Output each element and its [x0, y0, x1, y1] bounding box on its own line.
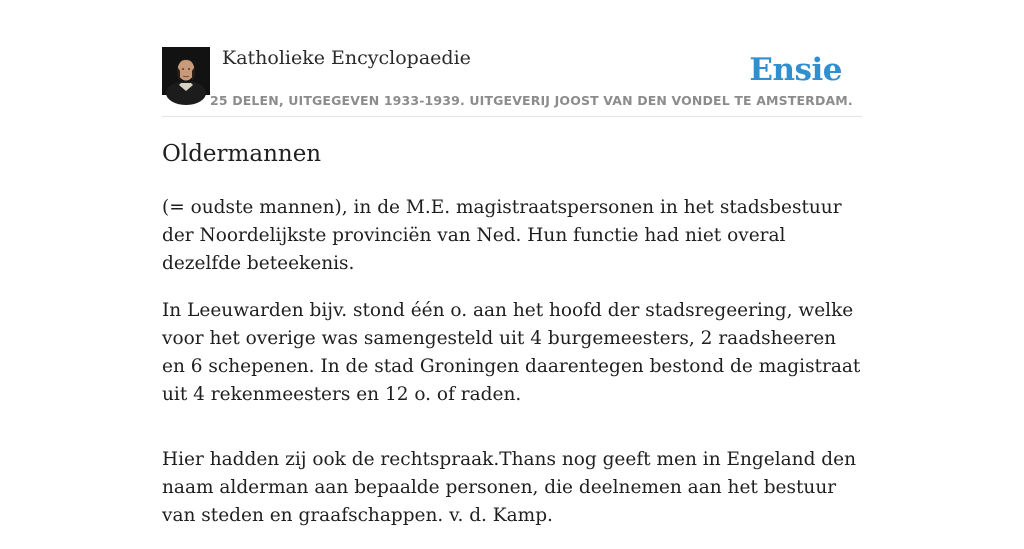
source-avatar[interactable]	[162, 47, 210, 95]
article-paragraph: (= oudste mannen), in de M.E. magistraatspersonen in het stadsbestuur der Noordelijkste provinciën van Ned. Hun functie had niet overal dezelfde beteekenis.	[162, 197, 842, 274]
portrait-avatar-icon	[162, 47, 210, 95]
article-title: Oldermannen	[162, 141, 322, 167]
ensie-logo-link[interactable]: Ensie	[749, 52, 842, 88]
article-paragraph: In Leeuwarden bijv. stond één o. aan het hoofd der stadsregeering, welke voor het overige was samengesteld uit 4 burgemeesters, 2 raadsheeren en 6 schepenen. In de stad Groningen daarentegen bestond de magistraat uit 4 rekenmeesters en 12 o. of raden.	[162, 300, 861, 405]
article	[162, 136, 862, 549]
article-paragraph: Hier hadden zij ook de rechtspraak.Thans nog geeft men in Engeland den naam alderman aan bepaalde personen, die deelnemen aan het bestuur van steden en graafschappen. v. d. Kamp.	[162, 449, 856, 526]
source-header	[162, 46, 862, 117]
source-subtitle: 25 DELEN, UITGEGEVEN 1933-1939. UITGEVERIJ JOOST VAN DEN VONDEL TE AMSTERDAM.	[210, 93, 853, 108]
source-title[interactable]: Katholieke Encyclopaedie	[222, 47, 471, 69]
